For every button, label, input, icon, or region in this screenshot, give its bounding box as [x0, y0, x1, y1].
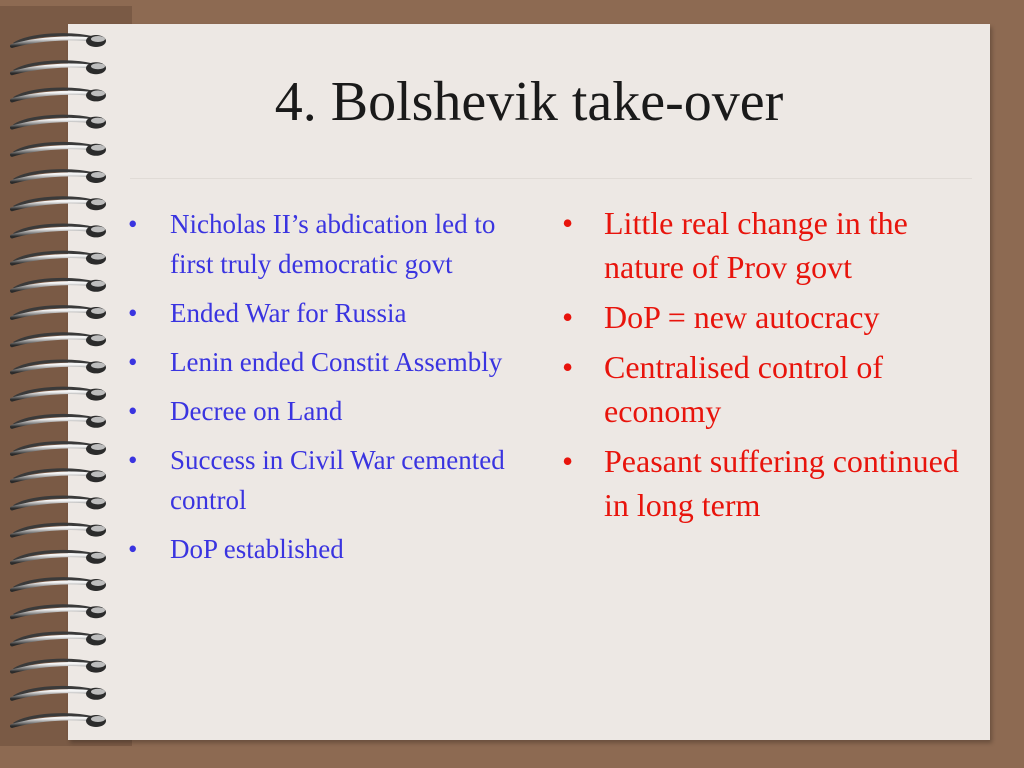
bullet-icon: •	[562, 349, 574, 385]
spiral-coil-icon	[12, 687, 106, 699]
list-item-text: Lenin ended Constit Assembly	[170, 347, 503, 377]
bullet-icon: •	[562, 205, 574, 241]
list-item	[128, 529, 508, 569]
list-item	[128, 293, 508, 333]
list-item	[128, 204, 508, 284]
list-item	[128, 440, 508, 520]
list-item-text: DoP established	[170, 534, 344, 564]
bullet-icon: •	[128, 298, 138, 328]
list-item-text: Ended War for Russia	[170, 298, 407, 328]
list-item-text: Nicholas II’s abdication led to first truly democratic govt	[170, 209, 496, 279]
spiral-coil-icon	[12, 415, 106, 427]
list-item	[128, 342, 508, 382]
spiral-binding-icon	[10, 24, 120, 740]
bullet-icon: •	[128, 347, 138, 377]
spiral-coil-icon	[12, 143, 106, 155]
spiral-coil-icon	[12, 252, 106, 264]
list-item-text: Peasant suffering continued in long term	[604, 443, 959, 523]
bullet-icon: •	[562, 443, 574, 479]
spiral-coil-icon	[12, 606, 106, 618]
bullet-icon: •	[128, 445, 138, 475]
spiral-coil-icon	[12, 334, 106, 346]
right-bullet-list	[562, 201, 972, 533]
spiral-coil-icon	[12, 307, 106, 319]
list-item	[562, 439, 972, 527]
list-item	[562, 201, 972, 289]
list-item-text: DoP = new autocracy	[604, 299, 880, 335]
title-divider	[130, 178, 972, 179]
list-item-text: Decree on Land	[170, 396, 343, 426]
spiral-coil-icon	[12, 579, 106, 591]
list-item-text: Success in Civil War cemented control	[170, 445, 505, 515]
spiral-coil-icon	[12, 35, 106, 47]
spiral-coil-icon	[12, 715, 106, 727]
spiral-coil-icon	[12, 361, 106, 373]
slide-title: 4. Bolshevik take-over	[274, 71, 784, 133]
spiral-coil-icon	[12, 279, 106, 291]
list-item-text: Little real change in the nature of Prov govt	[604, 205, 908, 285]
spiral-coil-icon	[12, 633, 106, 645]
spiral-coil-icon	[12, 660, 106, 672]
left-bullet-list	[128, 204, 508, 578]
spiral-coil-icon	[12, 497, 106, 509]
bullet-icon: •	[128, 534, 138, 564]
list-item-text: Centralised control of economy	[604, 349, 884, 429]
spiral-coil-icon	[12, 388, 106, 400]
bullet-icon: •	[562, 299, 574, 335]
spiral-coil-icon	[12, 198, 106, 210]
spiral-coil-icon	[12, 171, 106, 183]
bullet-icon: •	[128, 209, 138, 239]
bullet-icon: •	[128, 396, 138, 426]
list-item	[562, 295, 972, 339]
spiral-coil-icon	[12, 551, 106, 563]
spiral-coil-icon	[12, 225, 106, 237]
spiral-coil-icon	[12, 443, 106, 455]
list-item	[562, 345, 972, 433]
spiral-coil-icon	[12, 62, 106, 74]
spiral-coil-icon	[12, 470, 106, 482]
list-item	[128, 391, 508, 431]
spiral-coil-icon	[12, 524, 106, 536]
